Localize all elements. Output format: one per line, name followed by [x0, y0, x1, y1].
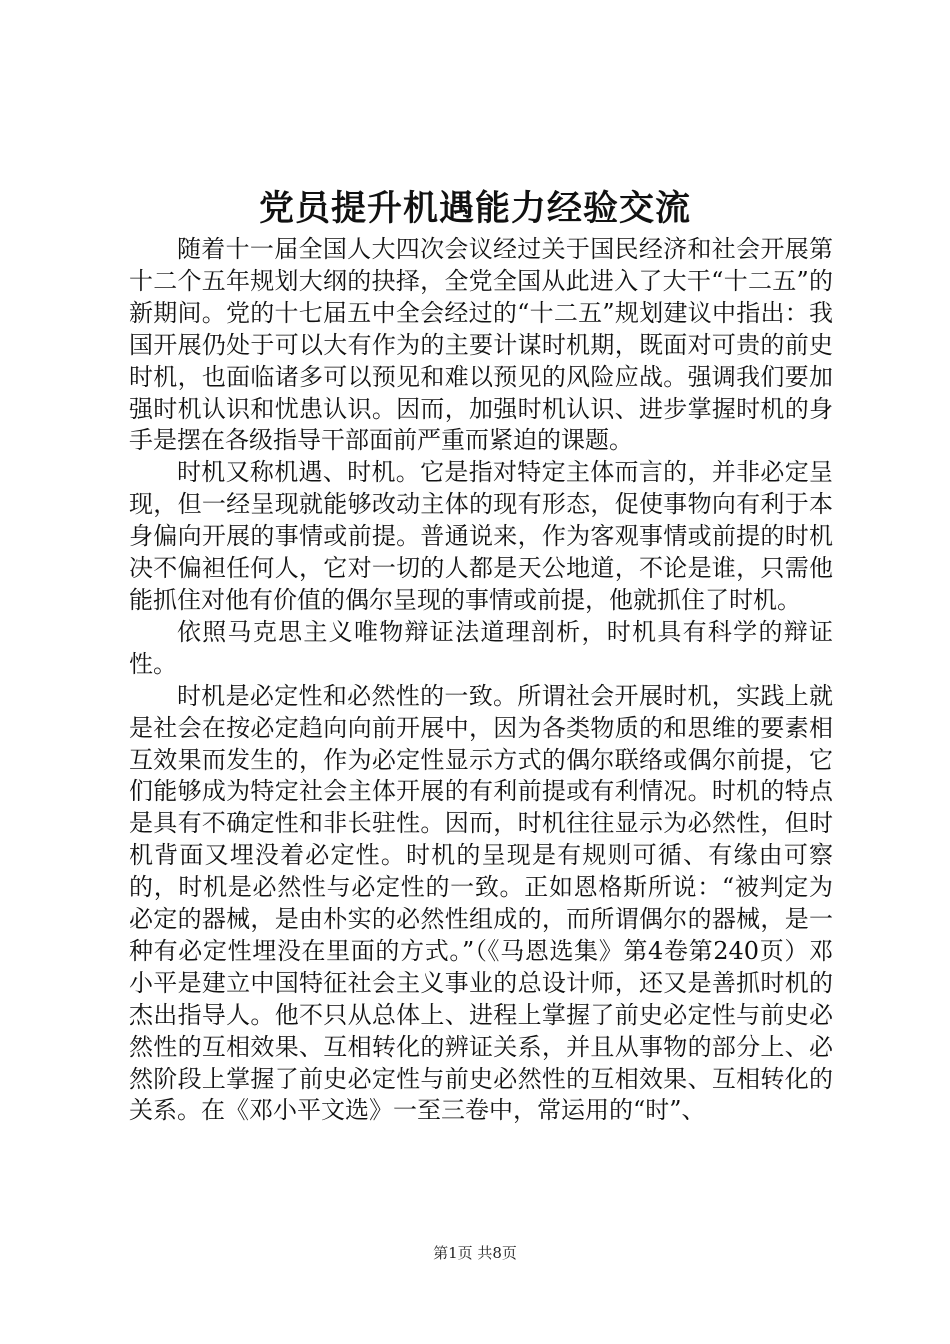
- paragraph-1: 随着十一届全国人大四次会议经过关于国民经济和社会开展第十二个五年规划大纲的抉择，全党全国从此进入了大干“十二五”的新期间。党的十七届五中全会经过的“十二五”规划建议中指出：我国开展仍处于可以大有作为的主要计谋时机期，既面对可贵的前史时机，也面临诸多可以预见和难以预见的风险应战。强调我们要加强时机认识和忧患认识。因而，加强时机认识、进步掌握时机的身手是摆在各级指导干部面前严重而紧迫的课题。: [129, 235, 833, 455]
- page-footer: 第1页 共8页: [433, 1244, 517, 1262]
- paragraph-4: 时机是必定性和必然性的一致。所谓社会开展时机，实践上就是社会在按必定趋向向前开展中，因为各类物质的和思维的要素相互效果而发生的，作为必定性显示方式的偶尔联络或偶尔前提，它们能够成为特定社会主体开展的有利前提或有利情况。时机的特点是具有不确定性和非长驻性。因而，时机往往显示为必然性，但时机背面又埋没着必定性。时机的呈现是有规则可循、有缘由可察的，时机是必然性与必定性的一致。正如恩格斯所说：“被判定为必定的器械，是由朴实的必然性组成的，而所谓偶尔的器械，是一种有必定性埋没在里面的方式。”（《马恩选集》第4卷第240页）邓小平是建立中国特征社会主义事业的总设计师，还又是善抓时机的杰出指导人。他不只从总体上、进程上掌握了前史必定性与前史必然性的互相效果、互相转化的辨证关系，并且从事物的部分上、必然阶段上掌握了前史必定性与前史必然性的互相效果、互相转化的关系。在《邓小平文选》一至三卷中，常运用的“时”、: [129, 681, 833, 1125]
- document-title: 党员提升机遇能力经验交流: [258, 189, 691, 229]
- document-body: [129, 234, 833, 1127]
- paragraph-2: 时机又称机遇、时机。它是指对特定主体而言的，并非必定呈现，但一经呈现就能够改动主体的现有形态，促使事物向有利于本身偏向开展的事情或前提。普通说来，作为客观事情或前提的时机决不偏袒任何人，它对一切的人都是天公地道，不论是谁，只需他能抓住对他有价值的偶尔呈现的事情或前提，他就抓住了时机。: [129, 458, 833, 614]
- paragraph-3: 依照马克思主义唯物辩证法道理剖析，时机具有科学的辩证性。: [129, 617, 833, 678]
